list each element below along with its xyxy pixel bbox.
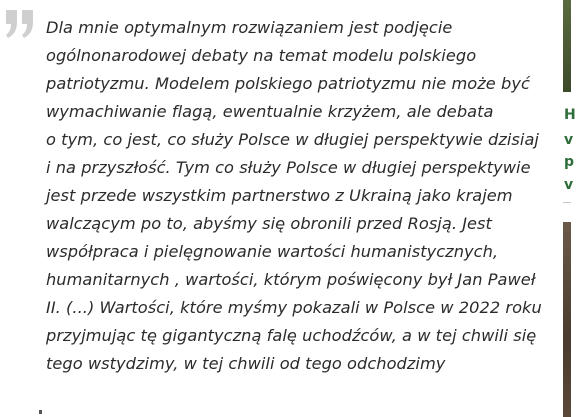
decorative-mark (39, 410, 42, 414)
quote-line: patriotyzmu. Modelem polskiego patriotyzmu nie może być (46, 74, 530, 93)
quote-line: o tym, co jest, co służy Polsce w długiej perspektywie dzisiaj (46, 130, 539, 149)
quote-line: współpraca i pielęgnowanie wartości humanistycznych, (46, 242, 499, 261)
quote-text (46, 14, 551, 378)
quote-line: Dla mnie optymalnym rozwiązaniem jest podjęcie (46, 18, 453, 37)
quote-line: tego wstydzimy, w tej chwili od tego odchodzimy (46, 354, 446, 373)
related-article-thumbnail[interactable] (563, 0, 571, 92)
related-article-title-fragment[interactable]: v (564, 132, 574, 148)
quote-line: i na przyszłość. Tym co służy Polsce w długiej perspektywie (46, 158, 531, 177)
related-article-title-fragment[interactable]: v (564, 177, 574, 193)
quote-line: jest przede wszystkim partnerstwo z Ukrainą jako krajem (46, 186, 513, 205)
quote-line: II. (...) Wartości, które myśmy pokazali w Polsce w 2022 roku (46, 298, 542, 317)
related-article-title-fragment[interactable]: H (564, 107, 576, 123)
quote-mark-icon (5, 8, 35, 40)
divider (563, 202, 571, 203)
quote-line: humanitarnych , wartości, którym poświęcony był Jan Paweł (46, 270, 536, 289)
quote-line: przyjmując tę gigantyczną falę uchodźców, a w tej chwili się (46, 326, 537, 345)
related-article-sidebar (563, 0, 576, 417)
quote-line: walczącym po to, abyśmy się obronili przed Rosją. Jest (46, 214, 492, 233)
related-article-thumbnail[interactable] (563, 222, 571, 417)
quote-line: wymachiwanie flagą, ewentualnie krzyżem, ale debata (46, 102, 494, 121)
quote-line: ogólnonarodowej debaty na temat modelu polskiego (46, 46, 477, 65)
related-article-title-fragment[interactable]: p (564, 154, 575, 170)
